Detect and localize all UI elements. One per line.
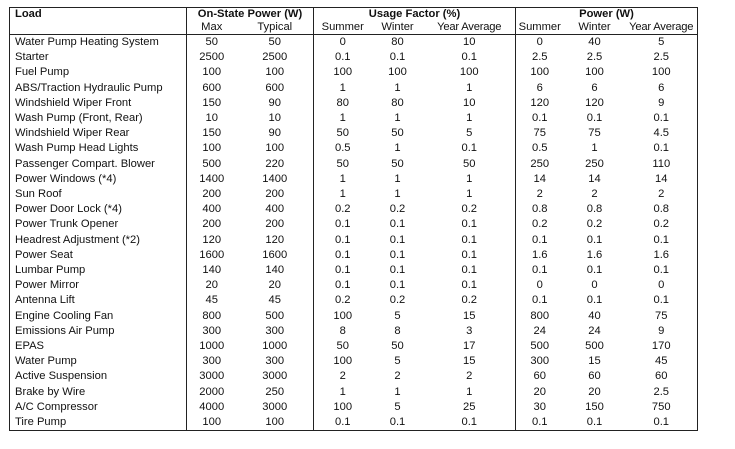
value-cell: 15: [463, 309, 476, 322]
value-cell: 250: [516, 157, 564, 172]
value-cell: 1: [394, 142, 401, 155]
value-cell: 5: [394, 309, 401, 322]
value-cell: 0.1: [314, 50, 372, 65]
table-row: [10, 385, 698, 400]
value-cell: 0.2: [314, 202, 372, 217]
value-cell: 20: [588, 385, 601, 398]
table-row: [10, 141, 698, 156]
table-row: [10, 202, 698, 217]
value-cell: 17: [463, 340, 476, 353]
value-cell: 2.5: [516, 50, 564, 65]
load-name-cell: ABS/Traction Hydraulic Pump: [15, 81, 163, 94]
table-row: [10, 324, 698, 339]
value-cell: 100: [314, 400, 372, 415]
load-name-cell: Water Pump Heating System: [15, 36, 159, 48]
value-cell: 2: [658, 188, 665, 201]
value-cell: 1: [314, 81, 372, 96]
value-cell: 2: [394, 370, 401, 383]
subheader-usage-summer: Summer: [314, 21, 372, 35]
value-cell: 3000: [262, 370, 288, 383]
value-cell: 600: [187, 81, 237, 96]
load-name-cell: Sun Roof: [15, 188, 62, 201]
load-name-cell: Antenna Lift: [15, 294, 75, 307]
value-cell: 50: [268, 36, 281, 48]
value-cell: 10: [187, 111, 237, 126]
value-cell: 0: [516, 35, 564, 51]
table-row: [10, 248, 698, 263]
table-row: [10, 35, 698, 51]
value-cell: 0.1: [653, 233, 670, 246]
value-cell: 200: [265, 188, 285, 201]
value-cell: 9: [658, 96, 665, 109]
value-cell: 150: [187, 126, 237, 141]
value-cell: 0.2: [516, 217, 564, 232]
table-row: [10, 65, 698, 80]
value-cell: 400: [187, 202, 237, 217]
value-cell: 25: [463, 400, 476, 413]
value-cell: 3000: [187, 369, 237, 384]
value-cell: 300: [516, 354, 564, 369]
value-cell: 0: [516, 278, 564, 293]
value-cell: 5: [658, 36, 665, 48]
value-cell: 0.1: [314, 263, 372, 278]
table-row: [10, 278, 698, 293]
value-cell: 0.1: [389, 416, 406, 429]
value-cell: 1: [466, 172, 473, 185]
value-cell: 100: [187, 65, 237, 80]
value-cell: 750: [651, 400, 671, 413]
value-cell: 150: [187, 96, 237, 111]
value-cell: 500: [516, 339, 564, 354]
value-cell: 0.1: [653, 112, 670, 125]
value-cell: 50: [187, 35, 237, 51]
subheader-usage-year-average: Year Average: [424, 21, 516, 35]
value-cell: 120: [187, 233, 237, 248]
value-cell: 60: [516, 369, 564, 384]
value-cell: 2500: [262, 51, 288, 64]
value-cell: 1: [314, 172, 372, 187]
value-cell: 8: [314, 324, 372, 339]
value-cell: 300: [187, 324, 237, 339]
value-cell: 60: [655, 370, 668, 383]
value-cell: 0.1: [653, 416, 670, 429]
value-cell: 0.1: [389, 51, 406, 64]
load-name-cell: Engine Cooling Fan: [15, 309, 114, 322]
value-cell: 110: [652, 157, 671, 170]
value-cell: 100: [187, 415, 237, 431]
value-cell: 14: [588, 172, 601, 185]
value-cell: 80: [391, 96, 404, 109]
value-cell: 2.5: [653, 385, 670, 398]
value-cell: 600: [265, 81, 285, 94]
value-cell: 5: [394, 355, 401, 368]
load-name-cell: Active Suspension: [15, 370, 108, 383]
value-cell: 500: [265, 309, 285, 322]
value-cell: 120: [585, 96, 604, 109]
load-name-cell: Wash Pump (Front, Rear): [15, 112, 143, 125]
value-cell: 0.2: [389, 294, 406, 307]
value-cell: 400: [265, 203, 285, 216]
value-cell: 300: [187, 354, 237, 369]
table-container: [9, 7, 698, 431]
value-cell: 6: [658, 81, 665, 94]
value-cell: 2: [466, 370, 473, 383]
value-cell: 200: [187, 217, 237, 232]
value-cell: 1: [314, 111, 372, 126]
value-cell: 250: [585, 157, 604, 170]
value-cell: 0.1: [461, 142, 478, 155]
value-cell: 5: [394, 400, 401, 413]
value-cell: 90: [268, 127, 281, 140]
value-cell: 6: [516, 81, 564, 96]
value-cell: 2500: [187, 50, 237, 65]
table-body: [10, 35, 698, 431]
table-row: [10, 157, 698, 172]
table-row: [10, 126, 698, 141]
value-cell: 300: [265, 324, 285, 337]
value-cell: 1: [394, 385, 401, 398]
value-cell: 0.1: [461, 264, 478, 277]
load-name-cell: Headrest Adjustment (*2): [15, 233, 140, 246]
group-header-row: [10, 8, 698, 22]
value-cell: 8: [394, 324, 401, 337]
value-cell: 0.2: [389, 203, 406, 216]
value-cell: 80: [391, 36, 404, 48]
load-name-cell: Windshield Wiper Front: [15, 96, 132, 109]
value-cell: 0.1: [461, 218, 478, 231]
value-cell: 1600: [187, 248, 237, 263]
value-cell: 9: [658, 324, 665, 337]
sub-header-row: [10, 21, 698, 35]
value-cell: 0: [658, 279, 665, 292]
value-cell: 250: [265, 385, 285, 398]
value-cell: 200: [187, 187, 237, 202]
table-row: [10, 217, 698, 232]
value-cell: 80: [314, 96, 372, 111]
table-row: [10, 263, 698, 278]
value-cell: 800: [516, 309, 564, 324]
value-cell: 0.1: [314, 217, 372, 232]
power-header: Power (W): [516, 8, 698, 22]
value-cell: 40: [588, 309, 601, 322]
value-cell: 5: [466, 127, 473, 140]
value-cell: 200: [265, 218, 285, 231]
table-row: [10, 187, 698, 202]
value-cell: 1000: [262, 340, 288, 353]
value-cell: 0.2: [653, 218, 670, 231]
on-state-power-header: On-State Power (W): [187, 8, 314, 22]
value-cell: 100: [265, 142, 285, 155]
load-name-cell: Lumbar Pump: [15, 264, 86, 277]
table-row: [10, 309, 698, 324]
value-cell: 140: [265, 264, 285, 277]
load-name-cell: Windshield Wiper Rear: [15, 127, 130, 140]
load-name-cell: Water Pump: [15, 355, 77, 368]
subheader-power-winter: Winter: [564, 21, 626, 35]
load-name-cell: Power Windows (*4): [15, 172, 117, 185]
load-name-cell: EPAS: [15, 340, 45, 353]
value-cell: 1: [394, 172, 401, 185]
value-cell: 75: [516, 126, 564, 141]
value-cell: 1: [466, 81, 473, 94]
value-cell: 0.1: [586, 233, 603, 246]
value-cell: 1.6: [516, 248, 564, 263]
value-cell: 0: [591, 279, 598, 292]
table-row: [10, 415, 698, 431]
value-cell: 100: [265, 416, 285, 429]
value-cell: 0.1: [389, 279, 406, 292]
table-row: [10, 369, 698, 384]
value-cell: 20: [187, 278, 237, 293]
value-cell: 75: [655, 309, 668, 322]
value-cell: 100: [651, 66, 671, 79]
value-cell: 0.1: [314, 233, 372, 248]
value-cell: 0.1: [389, 233, 406, 246]
load-name-cell: Wash Pump Head Lights: [15, 142, 139, 155]
table-row: [10, 50, 698, 65]
value-cell: 1: [591, 142, 598, 155]
load-subheader-empty: [10, 21, 187, 35]
value-cell: 45: [268, 294, 281, 307]
value-cell: 100: [585, 66, 604, 79]
load-header: Load: [15, 8, 42, 20]
value-cell: 150: [585, 400, 604, 413]
value-cell: 500: [187, 157, 237, 172]
value-cell: 0.2: [461, 294, 478, 307]
load-name-cell: Fuel Pump: [15, 66, 70, 79]
value-cell: 0.1: [389, 218, 406, 231]
table-row: [10, 354, 698, 369]
table-row: [10, 96, 698, 111]
subheader-typical: Typical: [237, 21, 314, 35]
subheader-usage-winter: Winter: [372, 21, 424, 35]
value-cell: 1.6: [653, 248, 670, 261]
value-cell: 6: [591, 81, 598, 94]
value-cell: 2: [591, 188, 598, 201]
value-cell: 0.1: [461, 279, 478, 292]
usage-factor-header: Usage Factor (%): [314, 8, 516, 22]
value-cell: 50: [463, 157, 476, 170]
value-cell: 0.5: [314, 141, 372, 156]
value-cell: 14: [655, 172, 668, 185]
value-cell: 0.2: [314, 293, 372, 308]
value-cell: 100: [314, 65, 372, 80]
value-cell: 50: [391, 157, 404, 170]
value-cell: 50: [391, 127, 404, 140]
value-cell: 100: [187, 141, 237, 156]
value-cell: 1: [466, 188, 473, 201]
value-cell: 1600: [262, 248, 288, 261]
value-cell: 0.1: [653, 142, 670, 155]
value-cell: 0.1: [389, 248, 406, 261]
load-name-cell: Power Seat: [15, 248, 73, 261]
value-cell: 500: [585, 340, 604, 353]
load-name-cell: Power Trunk Opener: [15, 218, 119, 231]
value-cell: 2: [314, 369, 372, 384]
value-cell: 50: [314, 157, 372, 172]
value-cell: 0.1: [314, 278, 372, 293]
value-cell: 100: [388, 66, 407, 79]
value-cell: 75: [588, 127, 601, 140]
load-name-cell: A/C Compressor: [15, 400, 98, 413]
value-cell: 100: [459, 66, 479, 79]
value-cell: 0.2: [586, 218, 603, 231]
value-cell: 0.1: [461, 248, 478, 261]
subheader-power-year-average: Year Average: [626, 21, 698, 35]
value-cell: 1000: [187, 339, 237, 354]
load-name-cell: Power Door Lock (*4): [15, 203, 122, 216]
value-cell: 45: [655, 355, 668, 368]
load-name-cell: Brake by Wire: [15, 385, 86, 398]
table-row: [10, 339, 698, 354]
value-cell: 1: [314, 385, 372, 400]
value-cell: 0.8: [586, 203, 603, 216]
value-cell: 50: [391, 340, 404, 353]
value-cell: 120: [516, 96, 564, 111]
value-cell: 0.1: [516, 293, 564, 308]
table-row: [10, 172, 698, 187]
value-cell: 3: [466, 324, 473, 337]
value-cell: 1: [314, 187, 372, 202]
value-cell: 0.5: [516, 141, 564, 156]
value-cell: 0.1: [314, 248, 372, 263]
load-name-cell: Tire Pump: [15, 416, 67, 429]
value-cell: 50: [314, 339, 372, 354]
value-cell: 100: [314, 354, 372, 369]
value-cell: 2: [516, 187, 564, 202]
value-cell: 0.1: [516, 111, 564, 126]
table-row: [10, 293, 698, 308]
subheader-max: Max: [187, 21, 237, 35]
value-cell: 170: [651, 340, 671, 353]
value-cell: 0.1: [516, 233, 564, 248]
value-cell: 0.1: [586, 112, 603, 125]
load-name-cell: Emissions Air Pump: [15, 324, 115, 337]
table-row: [10, 111, 698, 126]
value-cell: 2.5: [653, 51, 670, 64]
value-cell: 4.5: [653, 127, 670, 140]
value-cell: 0.1: [516, 415, 564, 431]
value-cell: 100: [314, 309, 372, 324]
value-cell: 30: [516, 400, 564, 415]
table-row: [10, 233, 698, 248]
power-load-table: [9, 7, 698, 431]
value-cell: 14: [516, 172, 564, 187]
value-cell: 0.1: [516, 263, 564, 278]
value-cell: 40: [588, 36, 601, 48]
value-cell: 100: [265, 66, 285, 79]
value-cell: 1.6: [586, 248, 603, 261]
load-name-cell: Passenger Compart. Blower: [15, 157, 155, 170]
value-cell: 220: [265, 157, 285, 170]
value-cell: 60: [588, 370, 601, 383]
value-cell: 0.1: [586, 416, 603, 429]
value-cell: 0.1: [461, 416, 478, 429]
value-cell: 0.1: [461, 233, 478, 246]
value-cell: 45: [187, 293, 237, 308]
load-name-cell: Starter: [15, 51, 49, 64]
value-cell: 0.1: [586, 264, 603, 277]
value-cell: 300: [265, 355, 285, 368]
value-cell: 50: [314, 126, 372, 141]
value-cell: 4000: [187, 400, 237, 415]
value-cell: 10: [268, 112, 281, 125]
value-cell: 2.5: [586, 51, 603, 64]
value-cell: 140: [187, 263, 237, 278]
value-cell: 0: [314, 35, 372, 51]
value-cell: 1400: [262, 172, 288, 185]
value-cell: 1: [394, 81, 401, 94]
value-cell: 15: [588, 355, 601, 368]
value-cell: 0.1: [314, 415, 372, 431]
value-cell: 1: [466, 112, 473, 125]
value-cell: 1: [394, 112, 401, 125]
value-cell: 0.1: [389, 264, 406, 277]
value-cell: 24: [588, 324, 601, 337]
table-row: [10, 400, 698, 415]
value-cell: 0.1: [653, 294, 670, 307]
value-cell: 0.8: [653, 203, 670, 216]
value-cell: 1400: [187, 172, 237, 187]
value-cell: 15: [463, 355, 476, 368]
value-cell: 0.1: [653, 264, 670, 277]
value-cell: 100: [516, 65, 564, 80]
subheader-power-summer: Summer: [516, 21, 564, 35]
value-cell: 1: [466, 385, 473, 398]
value-cell: 1: [394, 188, 401, 201]
value-cell: 3000: [262, 400, 288, 413]
value-cell: 10: [463, 96, 476, 109]
table-row: [10, 81, 698, 96]
value-cell: 800: [187, 309, 237, 324]
value-cell: 0.2: [461, 203, 478, 216]
value-cell: 2000: [187, 385, 237, 400]
load-name-cell: Power Mirror: [15, 279, 80, 292]
value-cell: 90: [268, 96, 281, 109]
value-cell: 24: [516, 324, 564, 339]
value-cell: 20: [516, 385, 564, 400]
value-cell: 0.1: [586, 294, 603, 307]
value-cell: 10: [463, 36, 476, 48]
value-cell: 0.8: [516, 202, 564, 217]
value-cell: 120: [265, 233, 285, 246]
value-cell: 20: [268, 279, 281, 292]
value-cell: 0.1: [461, 51, 478, 64]
